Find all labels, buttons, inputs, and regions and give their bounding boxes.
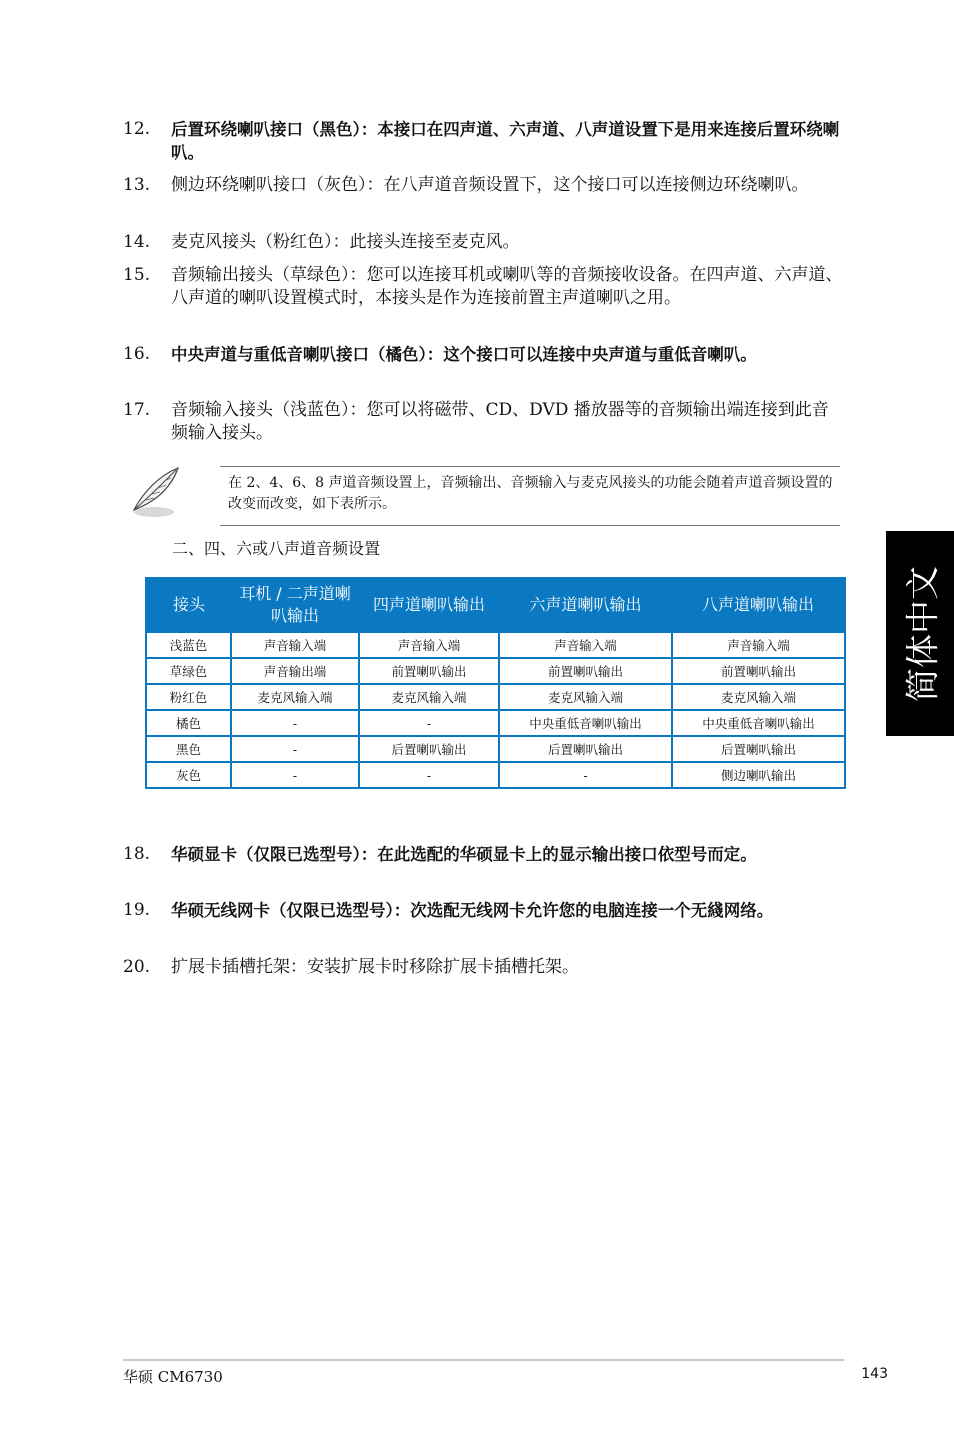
item-number: 18. <box>123 844 151 864</box>
item-number: 17. <box>123 400 151 420</box>
list-item-20 <box>123 956 843 979</box>
item-text: 音频输出接头（草绿色）：您可以连接耳机或喇叭等的音频接收设备。在四声道、六声道、八声道的喇叭设置模式时，本接头是作为连接前置主声道喇叭之用。 <box>171 265 843 308</box>
item-number: 19. <box>123 900 151 920</box>
item-number: 12. <box>123 119 151 139</box>
header-6ch: 六声道喇叭输出 <box>529 595 642 614</box>
table-caption: 二、四、六或八声道音频设置 <box>172 539 381 558</box>
table-cell: - <box>231 736 359 762</box>
table-cell: 中央重低音喇叭输出 <box>672 710 845 736</box>
table-cell: 麦克风输入端 <box>499 684 672 710</box>
header-4ch: 四声道喇叭输出 <box>372 595 485 614</box>
note <box>128 462 840 526</box>
table-row <box>146 684 845 710</box>
table-row <box>146 762 845 788</box>
table-cell: 麦克风输入端 <box>359 684 499 710</box>
table-cell: 声音输入端 <box>672 632 845 658</box>
header-connector: 接头 <box>172 595 205 614</box>
note-text: 在 2、4、6、8 声道音频设置上，音频输出、音频输入与麦克风接头的功能会随着声道音频设置的改变而改变，如下表所示。 <box>228 475 833 512</box>
table-cell: 前置喇叭输出 <box>499 658 672 684</box>
header-8ch: 八声道喇叭输出 <box>701 595 814 614</box>
list-item-12 <box>123 118 843 164</box>
table-cell: 侧边喇叭输出 <box>672 762 845 788</box>
table-cell: 声音输出端 <box>231 658 359 684</box>
table-cell: 麦克风输入端 <box>231 684 359 710</box>
table-row <box>146 736 845 762</box>
footer-divider <box>123 1359 844 1361</box>
table-cell: 灰色 <box>146 762 231 788</box>
item-number: 16. <box>123 344 151 364</box>
table-cell: 粉红色 <box>146 684 231 710</box>
audio-config-table <box>145 577 846 789</box>
item-text: 中央声道与重低音喇叭接口（橘色）：这个接口可以连接中央声道与重低音喇叭。 <box>171 345 757 364</box>
table-cell: 后置喇叭输出 <box>359 736 499 762</box>
table-cell: 橘色 <box>146 710 231 736</box>
table-cell: - <box>359 762 499 788</box>
table-row <box>146 632 845 658</box>
side-tab-label: 简体中文 <box>903 565 944 702</box>
table-cell: 声音输入端 <box>231 632 359 658</box>
item-text: 音频输入接头（浅蓝色）：您可以将磁带、CD、DVD 播放器等的音频输出端连接到此音频输入接头。 <box>171 400 829 443</box>
note-box <box>220 466 840 526</box>
table-header-row <box>146 578 845 632</box>
table-cell: - <box>499 762 672 788</box>
table-cell: 后置喇叭输出 <box>672 736 845 762</box>
item-text: 后置环绕喇叭接口（黑色）：本接口在四声道、六声道、八声道设置下是用来连接后置环绕喇叭。 <box>171 120 840 162</box>
language-side-tab <box>886 531 954 736</box>
table-cell: 麦克风输入端 <box>672 684 845 710</box>
page-number: 143 <box>861 1366 888 1382</box>
footer-product: 华硕 CM6730 <box>123 1368 223 1386</box>
list-item-13 <box>123 174 843 197</box>
table-cell: 前置喇叭输出 <box>359 658 499 684</box>
item-text: 麦克风接头（粉红色）：此接头连接至麦克风。 <box>171 232 520 252</box>
item-text: 扩展卡插槽托架：安装扩展卡时移除扩展卡插槽托架。 <box>171 957 579 977</box>
table-cell: - <box>231 710 359 736</box>
table-cell: - <box>359 710 499 736</box>
item-number: 14. <box>123 232 151 252</box>
item-text: 华硕无线网卡（仅限已选型号）：次选配无线网卡允许您的电脑连接一个无綫网络。 <box>171 901 774 920</box>
list-item-15 <box>123 264 843 310</box>
feather-pen-icon <box>128 464 184 520</box>
list-item-16 <box>123 343 843 366</box>
table-cell: 浅蓝色 <box>146 632 231 658</box>
table-cell: - <box>231 762 359 788</box>
table-cell: 声音输入端 <box>499 632 672 658</box>
list-item-17 <box>123 399 843 445</box>
table-row <box>146 658 845 684</box>
list-item-14 <box>123 231 843 254</box>
table-cell: 中央重低音喇叭输出 <box>499 710 672 736</box>
table-cell: 后置喇叭输出 <box>499 736 672 762</box>
header-2ch: 耳机 / 二声道喇叭输出 <box>239 584 351 625</box>
table-cell: 黑色 <box>146 736 231 762</box>
item-text: 华硕显卡（仅限已选型号）：在此选配的华硕显卡上的显示输出接口依型号而定。 <box>171 845 757 864</box>
table-cell: 声音输入端 <box>359 632 499 658</box>
item-number: 15. <box>123 265 151 285</box>
table-row <box>146 710 845 736</box>
item-text: 侧边环绕喇叭接口（灰色）：在八声道音频设置下，这个接口可以连接侧边环绕喇叭。 <box>171 175 809 195</box>
list-item-19 <box>123 899 843 922</box>
list-item-18 <box>123 843 843 866</box>
table-cell: 草绿色 <box>146 658 231 684</box>
table-cell: 前置喇叭输出 <box>672 658 845 684</box>
item-number: 13. <box>123 175 151 195</box>
item-number: 20. <box>123 957 151 977</box>
